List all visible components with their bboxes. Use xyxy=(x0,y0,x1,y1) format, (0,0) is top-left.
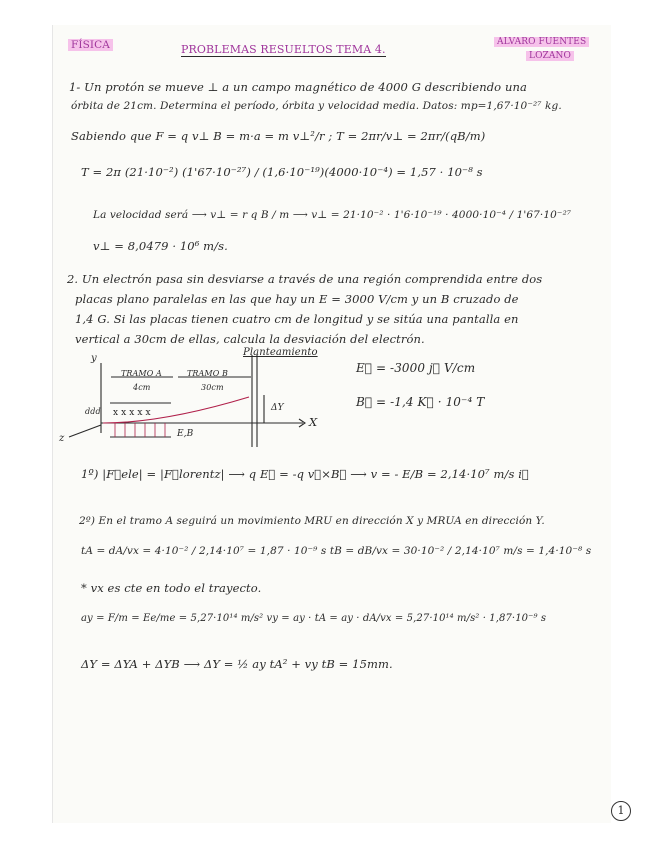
notebook-page xyxy=(52,25,625,823)
problem2-statement-line3: 1,4 G. Si las placas tienen cuatro cm de longitud y se sitúa una pantalla en xyxy=(75,312,519,326)
axis-x-label: X xyxy=(309,415,318,429)
step1-line: 1º) |F⃗ele| = |F⃗lorentz| ⟶ q E⃗ = -q v⃗×B⃗ ⟶ v = - E/B = 2,14·10⁷ m/s i⃗ xyxy=(81,467,529,481)
problem2-statement-line2: placas plano paralelas en las que hay un E = 3000 V/cm y un B cruzado de xyxy=(75,292,519,306)
constant-vx-note: * vx es cte en todo el trayecto. xyxy=(81,581,262,595)
author-name: ALVARO FUENTES xyxy=(494,37,589,47)
author-surname: LOZANO xyxy=(526,51,574,61)
section-b-length: 30cm xyxy=(201,383,224,392)
magnetic-field-vector: B⃗ = -1,4 K⃗ · 10⁻⁴ T xyxy=(356,395,485,409)
problem2-statement-line1: 2. Un electrón pasa sin desviarse a través de una región comprendida entre dos xyxy=(67,272,543,286)
axis-z-label: z xyxy=(59,433,65,444)
plates-diagram xyxy=(53,25,611,823)
page-number: 1 xyxy=(611,801,631,821)
page-title: PROBLEMAS RESUELTOS TEMA 4. xyxy=(181,43,386,56)
plates-label: ddd xyxy=(85,407,101,416)
problem1-velocity-result: v⊥ = 8,0479 · 10⁶ m/s. xyxy=(93,239,228,253)
problem2-statement-line4: vertical a 30cm de ellas, calcula la desviación del electrón. xyxy=(75,332,425,346)
problem1-formula: Sabiendo que F = q v⊥ B = m·a = m v⊥²/r ; T = 2πr/v⊥ = 2πr/(qB/m) xyxy=(71,129,486,143)
fields-label: E,B xyxy=(177,429,194,439)
delta-y-label: ΔY xyxy=(271,403,284,413)
step2-line1: 2º) En el tramo A seguirá un movimiento MRU en dirección X y MRUA en dirección Y. xyxy=(79,515,545,527)
section-a-label: TRAMO A xyxy=(121,369,162,378)
deviation-result: ΔY = ΔYA + ΔYB ⟶ ΔY = ½ ay tA² + vy tB = 15mm. xyxy=(81,657,393,671)
problem1-velocity: La velocidad será ⟶ v⊥ = r q B / m ⟶ v⊥ = 21·10⁻² · 1'6·10⁻¹⁹ · 4000·10⁻⁴ / 1'67·10⁻²⁷ xyxy=(93,209,572,221)
problem1-statement-line1: 1- Un protón se mueve ⊥ a un campo magnético de 4000 G describiendo una xyxy=(69,80,527,94)
electric-field-vector: E⃗ = -3000 j⃗ V/cm xyxy=(356,361,476,375)
z-axis-line xyxy=(69,425,101,437)
problem1-period: T = 2π (21·10⁻²) (1'67·10⁻²⁷) / (1,6·10⁻¹⁹)(4000·10⁻⁴) = 1,57 · 10⁻⁸ s xyxy=(81,165,483,179)
magnetic-field-crosses: x x x x x xyxy=(113,408,151,418)
problem1-statement-line2: órbita de 21cm. Determina el período, órbita y velocidad media. Datos: mp=1,67·10⁻²⁷ kg. xyxy=(71,100,562,112)
subject-label: FÍSICA xyxy=(68,39,113,51)
axis-y-label: y xyxy=(91,353,97,364)
screen-label: Planteamiento xyxy=(243,347,318,358)
section-b-label: TRAMO B xyxy=(187,369,229,378)
section-a-length: 4cm xyxy=(133,383,151,392)
acceleration-line: ay = F/m = Ee/me = 5,27·10¹⁴ m/s² vy = ay · tA = ay · dA/vx = 5,27·10¹⁴ m/s² · 1,87·10⁻⁹ s xyxy=(81,613,547,624)
step2-times: tA = dA/vx = 4·10⁻² / 2,14·10⁷ = 1,87 · 10⁻⁹ s tB = dB/vx = 30·10⁻² / 2,14·10⁷ m/s = 1,4·10⁻⁸ s xyxy=(81,545,592,557)
